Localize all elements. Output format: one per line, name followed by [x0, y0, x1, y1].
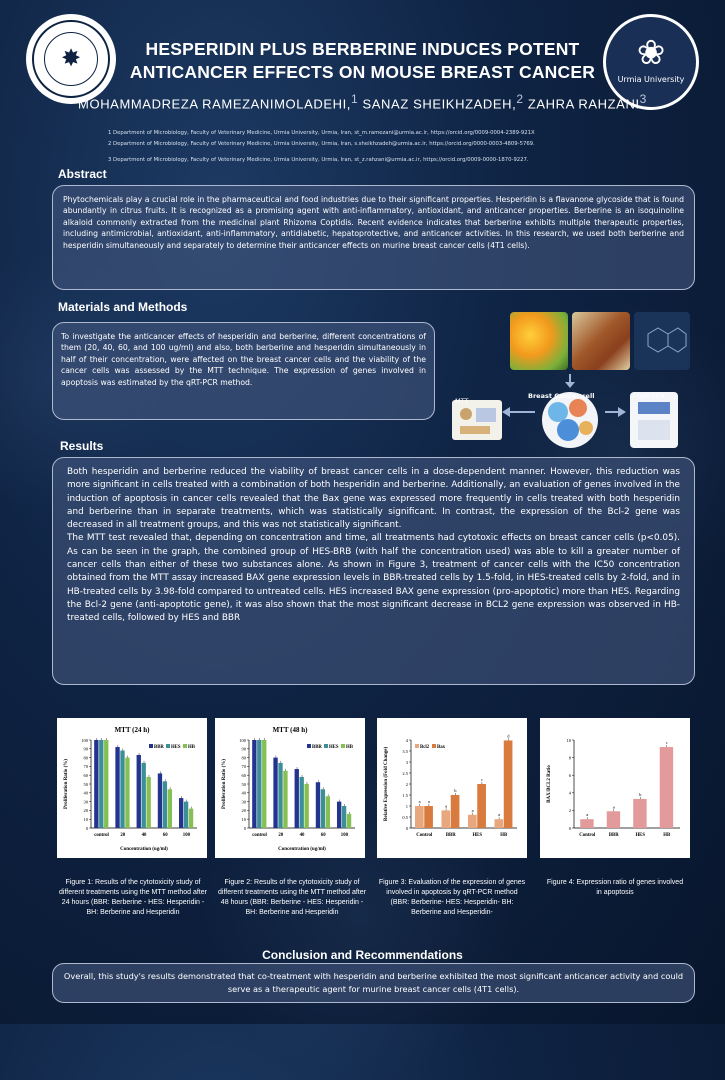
y-tick-label: 10: [566, 737, 571, 743]
legend-swatch: [432, 744, 436, 748]
x-tick-label: control: [94, 833, 109, 838]
bar: [347, 814, 351, 828]
significance-letter: a: [427, 799, 430, 804]
bar: [158, 773, 162, 828]
significance-letter: a: [612, 804, 615, 810]
y-tick-label: 6: [568, 773, 571, 778]
x-tick-label: HB: [663, 833, 671, 838]
x-tick-label: 20: [278, 833, 284, 838]
y-tick-label: 2: [568, 808, 571, 814]
author-name: ZAHRA RAHZANI: [527, 96, 640, 112]
figure-4-panel: [540, 718, 690, 858]
abstract-text: Phytochemicals play a crucial role in the pharmaceutical and food industries due to their significant properties. Hesperidin is a flavanone glycoside that is found abundantly in citrus fruits. It is recognized as a promising agent with anti-inflammatory, antioxidant, and anticancer properties. Berberine is an isoquinoline alkaloid commonly extracted from the medicinal plant Rhizoma Coptidis. Recent evidence indicates that berberine exhibits multiple therapeutic properties, including antimicrobial, antioxidant, anti-inflammatory, antidiabetic, hepatoprotective, and anticancer activities. In this research, we used both berberine and hesperidin simultaneously and separately to determine their anticancer effects on murine breast cancer cells (4T1 cells).: [63, 195, 684, 250]
figure-3-caption: Figure 3: Evaluation of the expression of genes involved in apoptosis by qRT-PCR method (BBR: Berberine- HES: Hesperidin- BH: Berberine and Hesperidin-: [378, 879, 526, 916]
bar: [424, 806, 433, 828]
y-tick-label: 100: [81, 737, 88, 743]
significance-letter: a: [471, 807, 474, 813]
x-tick-label: Control: [579, 833, 596, 838]
bar: [163, 781, 167, 828]
bar: [494, 819, 503, 828]
y-tick-label: 80: [241, 755, 246, 761]
bar: [300, 777, 304, 828]
bar: [137, 755, 141, 828]
x-tick-label: control: [252, 833, 267, 838]
y-tick-label: 10: [83, 817, 88, 822]
bar: [273, 758, 277, 828]
y-tick-label: 0: [405, 825, 408, 831]
y-tick-label: 4: [405, 737, 408, 743]
figure-2-caption: Figure 2: Results of the cytotoxicity study of different treatments using the MTT method after 48 hours (BBR: Berberine - HES: Hesperidin - BH: Berberine and Hesperidin: [218, 879, 366, 916]
y-tick-label: 0: [85, 825, 88, 831]
bar: [441, 810, 450, 828]
breast-cancer-cell-label: Breast Cancer cell: [528, 392, 595, 400]
legend-swatch: [324, 744, 328, 748]
y-axis-label: Relative Expression (Fold Change): [384, 746, 389, 822]
y-tick-label: 3.5: [402, 748, 408, 754]
bar: [262, 740, 266, 828]
y-tick-label: 3: [405, 759, 408, 765]
figure-1-caption: Figure 1: Results of the cytotoxicity study of different treatments using the MTT method after 24 hours (BBR: Berberine - HES: Hesperidin - BH: Berberine and Hesperidin: [59, 879, 207, 916]
author-list: [0, 92, 725, 111]
legend-label: HES: [171, 744, 181, 750]
legend-label: Bax: [437, 744, 445, 750]
significance-letter: b: [639, 791, 642, 797]
bax-bcl2-ratio-chart: [540, 718, 690, 858]
significance-letter: d: [507, 733, 510, 739]
y-tick-label: 0.5: [402, 814, 408, 820]
affiliation-line: 2 Department of Microbiology, Faculty of Veterinary Medicine, Urmia University, Urmia, Iran, s.sheikhzadeh@urmia.ac.ir, https://orcid.org/0000-0003-4809-5769.: [108, 141, 535, 147]
significance-letter: a: [445, 803, 448, 809]
legend-label: HES: [329, 744, 339, 750]
y-tick-label: 20: [83, 808, 88, 814]
y-tick-label: 4: [568, 790, 571, 796]
bar: [295, 769, 299, 828]
author-name: SANAZ SHEIKHZADEH,: [362, 96, 517, 112]
bar: [607, 811, 620, 828]
title-line-2: ANTICANCER EFFECTS ON MOUSE BREAST CANCER: [129, 62, 596, 82]
university-seal-logo: [26, 14, 116, 104]
x-tick-label: BBR: [608, 833, 619, 838]
x-tick-label: HES: [472, 833, 483, 838]
y-tick-label: 50: [241, 781, 246, 787]
y-tick-label: 70: [83, 764, 88, 770]
bar: [337, 802, 341, 828]
gene-expression-chart: [377, 718, 527, 858]
legend-label: BBR: [312, 744, 322, 750]
results-box: [52, 457, 695, 685]
y-tick-label: 60: [83, 773, 88, 778]
bar: [142, 763, 146, 828]
bar: [660, 747, 673, 828]
x-tick-label: 100: [182, 833, 191, 838]
mtt-label: MTT: [455, 397, 469, 405]
materials-box: [52, 322, 435, 420]
legend-label: Bcl2: [420, 744, 430, 750]
x-tick-label: HES: [635, 833, 646, 838]
author-index: 2: [516, 92, 524, 106]
significance-letter: c: [480, 777, 483, 782]
y-tick-label: 40: [241, 790, 246, 796]
bar: [125, 758, 129, 828]
author-index: 1: [351, 92, 359, 106]
y-tick-label: 90: [241, 746, 246, 752]
y-tick-label: 2: [405, 781, 408, 787]
y-tick-label: 20: [241, 808, 246, 814]
affiliation-line: 3 Department of Microbiology, Faculty of Veterinary Medicine, Urmia University, Urmia, Iran, st_z.rahzani@urmia.ac.ir, https://orcid.org/0009-0000-1870-9227.: [108, 157, 529, 163]
figure-1-panel: [57, 718, 207, 858]
y-axis-label: Proliferation Ratio (%): [64, 759, 69, 809]
x-axis-label: Concentration (ug/ml): [278, 847, 326, 852]
abstract-heading: Abstract: [58, 167, 107, 181]
legend-swatch: [415, 744, 419, 748]
bar: [451, 795, 460, 828]
x-tick-label: 20: [120, 833, 126, 838]
results-paragraph-1: Both hesperidin and berberine reduced the viability of breast cancer cells in a dose-dependent manner. However, this reduction was more significant in cells treated with a combination of both hesperidin and berberine. Additionally, an evaluation of genes involved in the induction of apoptosis in cancer cells revealed that the Bax gene was expressed more frequently in cells treated with both hesperidin and berberine than in separate treatments, which was statistically significant. In contrast, the expression of the Bcl-2 gene was decreased in all treatment groups, and this was not statistically significant.: [67, 467, 680, 531]
y-tick-label: 1.5: [402, 792, 408, 798]
bar: [342, 806, 346, 828]
significance-letter: b: [454, 788, 457, 793]
bar: [184, 802, 188, 828]
figure-3-panel: [377, 718, 527, 858]
bar: [580, 819, 593, 828]
figure-2-panel: [215, 718, 365, 858]
bar: [146, 777, 150, 828]
berberine-root-image: [572, 312, 630, 370]
materials-heading: Materials and Methods: [58, 300, 188, 314]
bar: [304, 784, 308, 828]
seal-emblem-icon: ✸: [60, 44, 82, 72]
conclusion-text: Overall, this study's results demonstrated that co-treatment with hesperidin and berberine exhibited the most significant anticancer activity and could serve as a therapeutic agent for murine breast cancer cells (4T1 cells).: [63, 971, 684, 994]
x-tick-label: Control: [416, 833, 433, 838]
x-tick-label: 40: [141, 833, 147, 838]
y-tick-label: 40: [83, 790, 88, 796]
bar: [257, 740, 261, 828]
bar: [504, 740, 513, 828]
bar: [633, 799, 646, 828]
bar: [189, 809, 193, 828]
y-tick-label: 80: [83, 755, 88, 761]
bar: [468, 815, 477, 828]
affiliation-line: 1 Department of Microbiology, Faculty of Veterinary Medicine, Urmia University, Urmia, Iran, st_m.ramezani@urmia.ac.ir, https://orcid.org/0009-0004-2389-921X: [108, 130, 535, 136]
legend-swatch: [149, 744, 153, 748]
x-axis-label: Concentration (ug/ml): [120, 847, 168, 852]
significance-letter: c: [665, 740, 668, 746]
bar: [278, 763, 282, 828]
abstract-box: [52, 185, 695, 290]
results-paragraph-2: The MTT test revealed that, depending on concentration and time, all treatments had cytotoxic effects on breast cancer cells (p<0.05). As can be seen in the graph, the combined group of HES-BRB (with half the concentration used) was able to kill a greater number of cancer cells than either of these two substances alone. As shown in Figure 3, treatment of cancer cells with the IC50 concentration obtained from the MTT assay increased BAX gene expression levels in BBR-treated cells by 1.5-fold, in HES-treated cells by 2-fold, and in HB-treated cells by 3.98-fold compared to untreated cells. HES increased BAX gene expression (pro-apoptotic) more than HES. Regarding the Bcl-2 gene (anti-apoptotic gene), it was also shown that the most significant decrease in BCL2 gene expression was observed in HB-treated cells, followed by HES and BBR: [67, 533, 680, 624]
figure-4-caption: Figure 4: Expression ratio of genes involved in apoptosis: [546, 879, 684, 896]
y-tick-label: 100: [239, 737, 246, 743]
legend-swatch: [183, 744, 187, 748]
chart-title: MTT (24 h): [114, 726, 150, 734]
bar: [179, 798, 183, 828]
bar: [326, 796, 330, 828]
x-tick-label: 100: [340, 833, 349, 838]
x-tick-label: BBR: [445, 833, 456, 838]
legend-label: HB: [346, 744, 353, 750]
materials-text: To investigate the anticancer effects of hesperidin and berberine, different concentrations of them (20, 40, 60, and 100 ug/ml) and also, both berberine and hesperidin simultaneously in half of their concentration, were affected on the breast cancer cells and the viability of the cancer cells was assessed by the MTT technique. The expression of genes involved in apoptosis was estimated by the qRT-PCR method.: [61, 332, 426, 387]
y-tick-label: 1: [405, 803, 408, 809]
significance-letter: a: [418, 799, 421, 804]
y-tick-label: 30: [241, 799, 246, 805]
legend-label: HB: [188, 744, 195, 750]
bar: [168, 789, 172, 828]
bar: [94, 740, 98, 828]
logo-caption: Urmia University: [617, 75, 685, 84]
methods-diagram: [440, 372, 700, 454]
x-tick-label: 60: [320, 833, 326, 838]
y-tick-label: 0: [243, 825, 246, 831]
chemical-structure-image: [634, 312, 690, 370]
bar: [104, 740, 108, 828]
bar: [252, 740, 256, 828]
significance-letter: a: [586, 812, 589, 818]
bar: [283, 771, 287, 828]
legend-label: BBR: [154, 744, 164, 750]
mtt-24h-chart: [57, 718, 207, 858]
results-heading: Results: [60, 439, 104, 453]
y-axis-label: Proliferation Ratio (%): [222, 759, 227, 809]
y-tick-label: 60: [241, 773, 246, 778]
x-tick-label: 60: [162, 833, 168, 838]
author-index: 3: [639, 92, 647, 106]
title-line-1: HESPERIDIN PLUS BERBERINE INDUCES POTENT: [145, 39, 580, 59]
x-tick-label: 40: [299, 833, 305, 838]
y-tick-label: 8: [568, 755, 571, 761]
poster-title: [120, 38, 605, 84]
y-tick-label: 50: [83, 781, 88, 787]
y-axis-label: BAX/BCL2 Ratio: [547, 765, 552, 803]
bar: [321, 789, 325, 828]
flower-emblem-icon: ❀: [636, 33, 666, 73]
mtt-48h-chart: [215, 718, 365, 858]
y-tick-label: 90: [83, 746, 88, 752]
bar: [316, 782, 320, 828]
y-tick-label: 10: [241, 817, 246, 822]
conclusion-box: [52, 963, 695, 1003]
bar: [99, 740, 103, 828]
chart-title: MTT (48 h): [272, 726, 308, 734]
qrt-pcr-label: qRT-PCR: [638, 392, 665, 400]
legend-swatch: [166, 744, 170, 748]
y-tick-label: 2.5: [402, 770, 408, 776]
citrus-fruit-image: [510, 312, 568, 370]
significance-letter: a: [498, 812, 501, 818]
y-tick-label: 30: [83, 799, 88, 805]
x-tick-label: HB: [500, 833, 508, 838]
bar: [415, 806, 424, 828]
author-name: MOHAMMADREZA RAMEZANIMOLADEHI,: [78, 96, 352, 112]
y-tick-label: 70: [241, 764, 246, 770]
bar: [120, 751, 124, 828]
legend-swatch: [341, 744, 345, 748]
y-tick-label: 0: [568, 825, 571, 831]
legend-swatch: [307, 744, 311, 748]
bar: [477, 784, 486, 828]
conclusion-heading: Conclusion and Recommendations: [262, 948, 463, 962]
bar: [115, 747, 119, 828]
